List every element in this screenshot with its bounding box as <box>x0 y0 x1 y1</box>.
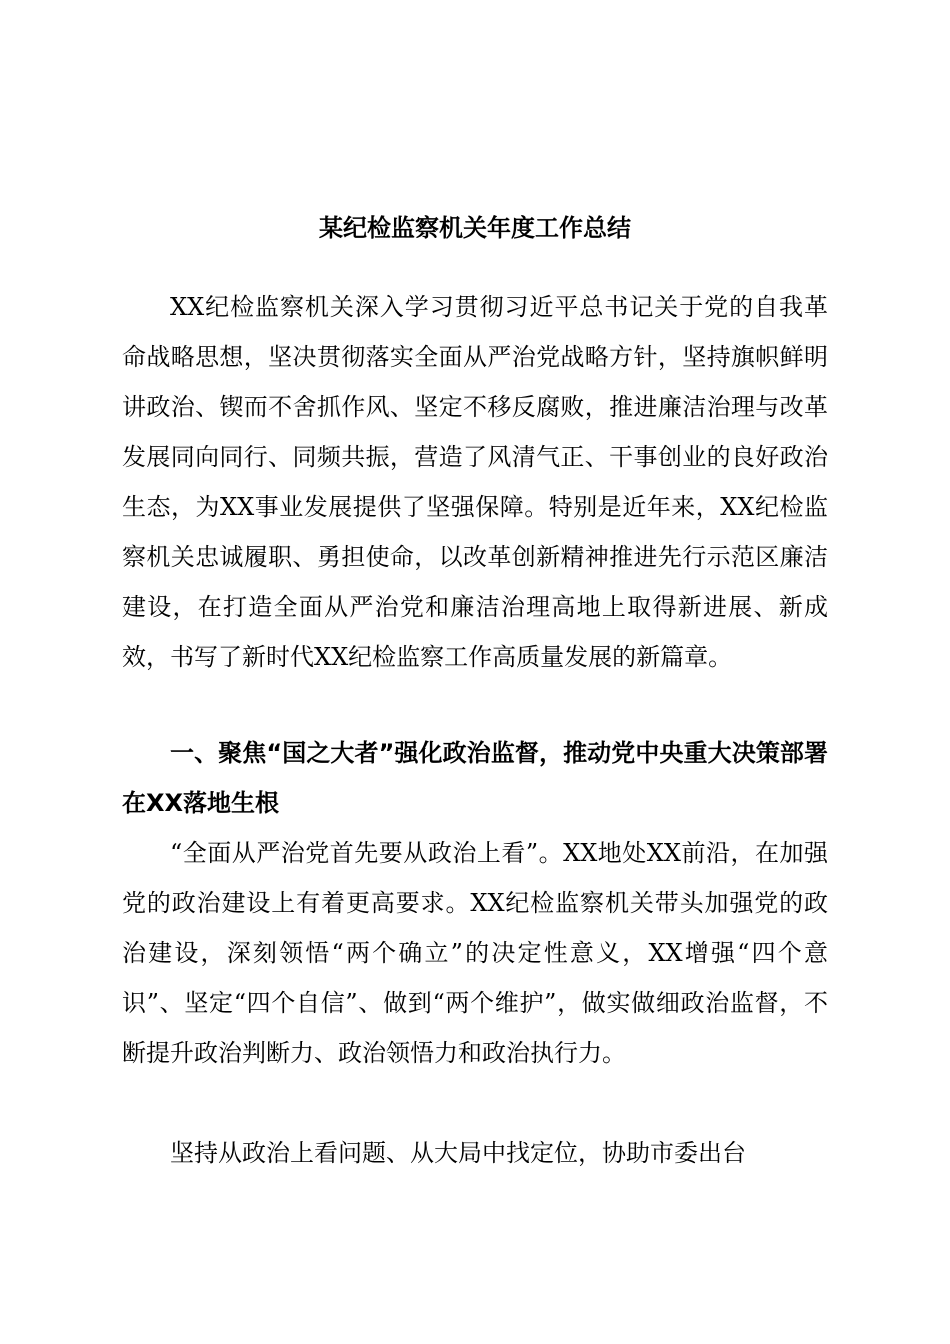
document-title: 某纪检监察机关年度工作总结 <box>319 213 631 242</box>
section-1-paragraph-1: “全面从严治党首先要从政治上看”。XX地处XX前沿，在加强党的政治建设上有着更高要求。XX纪检监察机关带头加强党的政治建设，深刻领悟“两个确立”的决定性意义，XX增强“四个意识”、坚定“四个自信”、做到“两个维护”，做实做细政治监督，不断提升政治判断力、政治领悟力和政治执行力。 <box>122 839 828 1067</box>
intro-paragraph: XX纪检监察机关深入学习贯彻习近平总书记关于党的自我革命战略思想，坚决贯彻落实全面从严治党战略方针，坚持旗帜鲜明讲政治、锲而不舍抓作风、坚定不移反腐败，推进廉洁治理与改革发展同向同行、同频共振，营造了风清气正、干事创业的良好政治生态，为XX事业发展提供了坚强保障。特别是近年来，XX纪检监察机关忠诚履职、勇担使命，以改革创新精神推进先行示范区廉洁建设，在打造全面从严治党和廉洁治理高地上取得新进展、新成效，书写了新时代XX纪检监察工作高质量发展的新篇章。 <box>122 293 828 671</box>
section-1-paragraph-2: 坚持从政治上看问题、从大局中找定位，协助市委出台 <box>170 1139 746 1167</box>
section-heading-1: 一、聚焦“国之大者”强化政治监督，推动党中央重大决策部署在XX落地生根 <box>122 739 828 817</box>
